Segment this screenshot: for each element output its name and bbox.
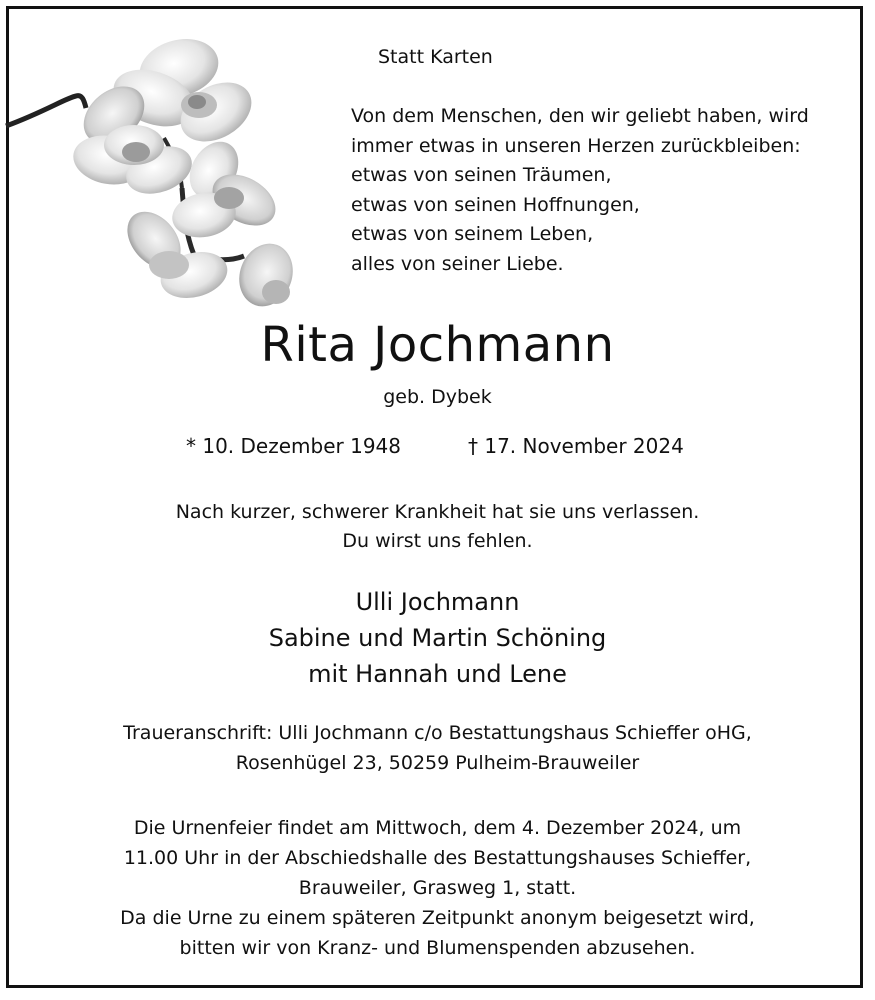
family-line: mit Hannah und Lene: [308, 660, 567, 688]
poem-line: etwas von seinen Träumen,: [351, 164, 612, 186]
ceremony-line: Da die Urne zu einem späteren Zeitpunkt anonym beigesetzt wird,: [120, 907, 755, 929]
poem-line: etwas von seinem Leben,: [351, 223, 594, 245]
death-date: † 17. November 2024: [468, 434, 684, 458]
ceremony-line: Brauweiler, Grasweg 1, statt.: [298, 877, 577, 899]
mourning-address-block: [0, 718, 875, 778]
address-line: Traueranschrift: Ulli Jochmann c/o Bestattungshaus Schieffer oHG,: [123, 722, 752, 744]
poem-line: immer etwas in unseren Herzen zurückbleiben:: [351, 134, 801, 157]
deceased-name: Rita Jochmann: [260, 317, 615, 373]
farewell-line: Du wirst uns fehlen.: [342, 530, 533, 552]
address-line: Rosenhügel 23, 50259 Pulheim-Brauweiler: [235, 752, 640, 774]
poem-line: Von dem Menschen, den wir geliebt haben, wird: [351, 105, 809, 127]
birth-date: * 10. Dezember 1948: [186, 434, 401, 458]
ceremony-line: bitten wir von Kranz- und Blumenspenden abzusehen.: [179, 937, 696, 959]
ceremony-line: 11.00 Uhr in der Abschiedshalle des Bestattungshauses Schieffer,: [123, 847, 752, 869]
ceremony-line: Die Urnenfeier findet am Mittwoch, dem 4. Dezember 2024, um: [133, 817, 742, 839]
ceremony-info-block: [0, 813, 875, 963]
family-block: [0, 584, 875, 692]
farewell-line: Nach kurzer, schwerer Krankheit hat sie uns verlassen.: [175, 501, 700, 523]
orchid-flower-icon: [4, 20, 304, 315]
family-line: Ulli Jochmann: [355, 588, 520, 616]
family-line: Sabine und Martin Schöning: [268, 624, 607, 652]
maiden-name: geb. Dybek: [383, 386, 492, 408]
statt-karten-label: Statt Karten: [378, 46, 493, 68]
poem-block: [351, 102, 809, 279]
poem-line: etwas von seinen Hoffnungen,: [351, 193, 640, 216]
farewell-block: [0, 498, 875, 556]
poem-line: alles von seiner Liebe.: [351, 252, 564, 275]
